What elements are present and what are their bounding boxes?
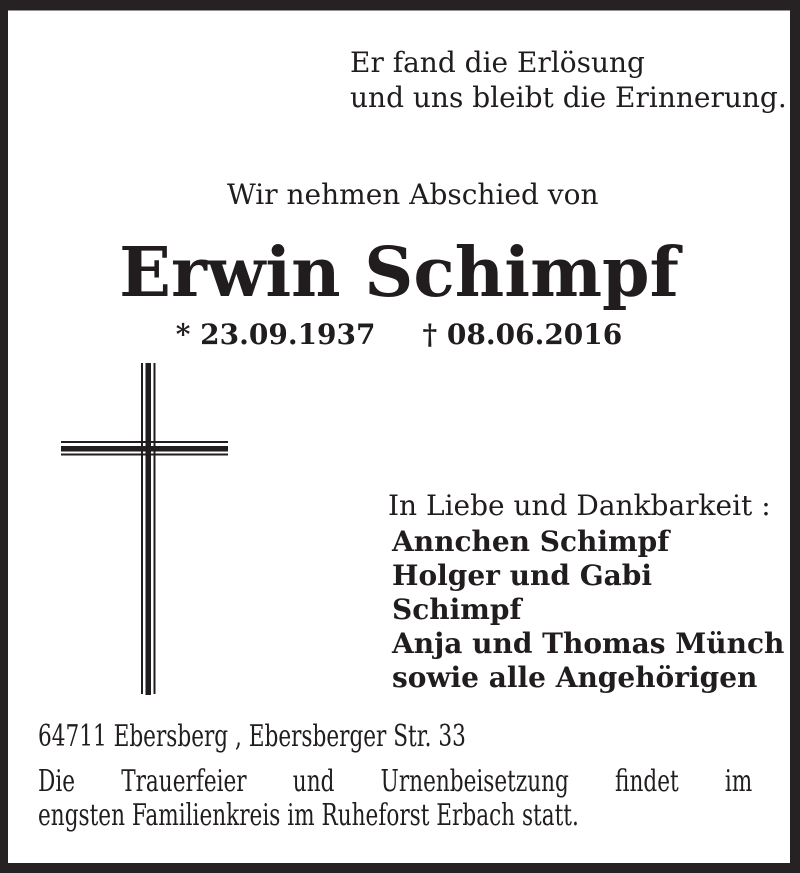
intro-text: Wir nehmen Abschied von xyxy=(227,178,599,211)
mourner-name: sowie alle Angehörigen xyxy=(392,661,758,694)
funeral-notice-line-1: Die Trauerfeier und Urnenbeisetzung findet im xyxy=(38,764,753,799)
mourner-name: Anja und Thomas Münch xyxy=(392,627,785,660)
life-dates xyxy=(8,319,790,351)
mourner-name: Annchen Schimpf xyxy=(392,525,670,558)
closing-text: In Liebe und Dankbarkeit : xyxy=(388,489,771,522)
mourner-name: Holger und Gabi Schimpf xyxy=(392,559,652,626)
death-date: † 08.06.2016 xyxy=(422,318,623,351)
epigraph-line-2: und uns bleibt die Erinnerung. xyxy=(350,81,787,114)
address-line: 64711 Ebersberg , Ebersberger Str. 33 xyxy=(38,719,466,754)
birth-date: * 23.09.1937 xyxy=(175,318,376,351)
mourners-list xyxy=(392,525,790,695)
funeral-notice-line-2: engsten Familienkreis im Ruheforst Erbach statt. xyxy=(38,798,579,833)
epigraph-line-1: Er fand die Erlösung xyxy=(350,46,645,79)
deceased-name: Erwin Schimpf xyxy=(119,233,679,313)
cross-icon xyxy=(58,360,232,698)
funeral-notice xyxy=(38,765,800,833)
epigraph xyxy=(350,45,787,115)
